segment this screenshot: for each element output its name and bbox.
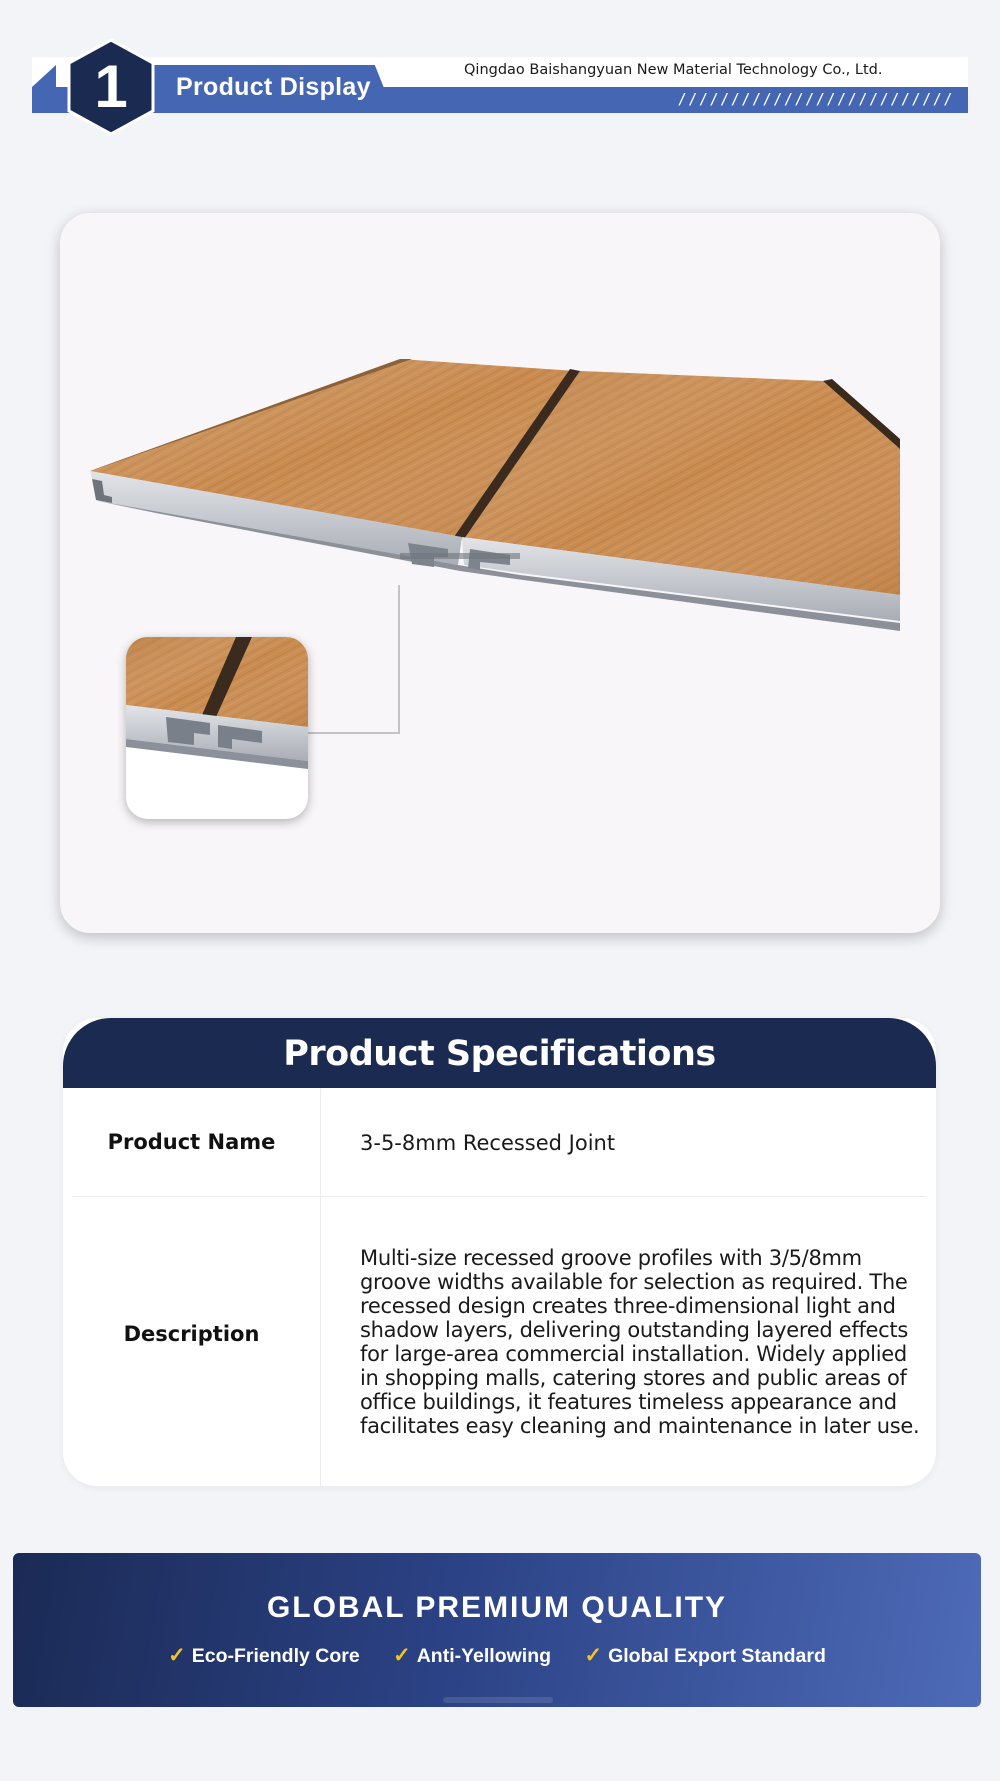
banner-highlight — [443, 1697, 553, 1703]
description-line: facilitates easy cleaning and maintenance in later use. — [360, 1414, 920, 1438]
check-icon: ✓ — [393, 1644, 411, 1667]
product-specifications-table — [63, 1018, 936, 1486]
description-line: office buildings, it features timeless appearance and — [360, 1390, 897, 1414]
product-panel-illustration — [60, 213, 940, 933]
feature-label: Global Export Standard — [608, 1645, 826, 1667]
row-divider — [73, 1196, 926, 1197]
decorative-slashes: ////////////////////////// — [677, 90, 954, 108]
feature-label: Eco-Friendly Core — [191, 1645, 360, 1667]
description-line: for large-area commercial installation. Widely applied — [360, 1342, 907, 1366]
specifications-title: Product Specifications — [283, 1034, 716, 1074]
product-name-label: Product Name — [107, 1130, 276, 1154]
description-line: Multi-size recessed groove profiles with 3/5/8mm — [360, 1246, 862, 1270]
description-line: shadow layers, delivering outstanding layered effects — [360, 1318, 908, 1342]
joint-detail-inset — [126, 637, 308, 819]
quality-features — [13, 1643, 981, 1668]
global-quality-banner — [13, 1553, 981, 1707]
section-number: 1 — [94, 53, 128, 120]
column-divider — [320, 1088, 321, 1486]
company-name: Qingdao Baishangyuan New Material Technology Co., Ltd. — [464, 62, 883, 78]
check-icon: ✓ — [168, 1644, 186, 1667]
check-icon: ✓ — [584, 1644, 603, 1667]
product-photo-card — [60, 213, 940, 933]
feature-eco-friendly — [168, 1643, 360, 1668]
feature-anti-yellowing — [393, 1643, 551, 1668]
joint-detail-illustration — [126, 637, 308, 819]
product-name-value: 3-5-8mm Recessed Joint — [360, 1131, 616, 1155]
description-line: groove widths available for selection as required. The — [360, 1270, 908, 1294]
section-header — [32, 57, 968, 113]
description-label: Description — [123, 1322, 260, 1346]
section-title: Product Display — [176, 73, 371, 101]
feature-label: Anti-Yellowing — [416, 1645, 552, 1667]
description-value — [360, 1246, 920, 1438]
quality-title: GLOBAL PREMIUM QUALITY — [266, 1591, 728, 1624]
feature-export-standard — [584, 1643, 825, 1668]
description-line: in shopping malls, catering stores and public areas of — [360, 1366, 907, 1390]
description-line: recessed design creates three-dimensional light and — [360, 1294, 896, 1318]
